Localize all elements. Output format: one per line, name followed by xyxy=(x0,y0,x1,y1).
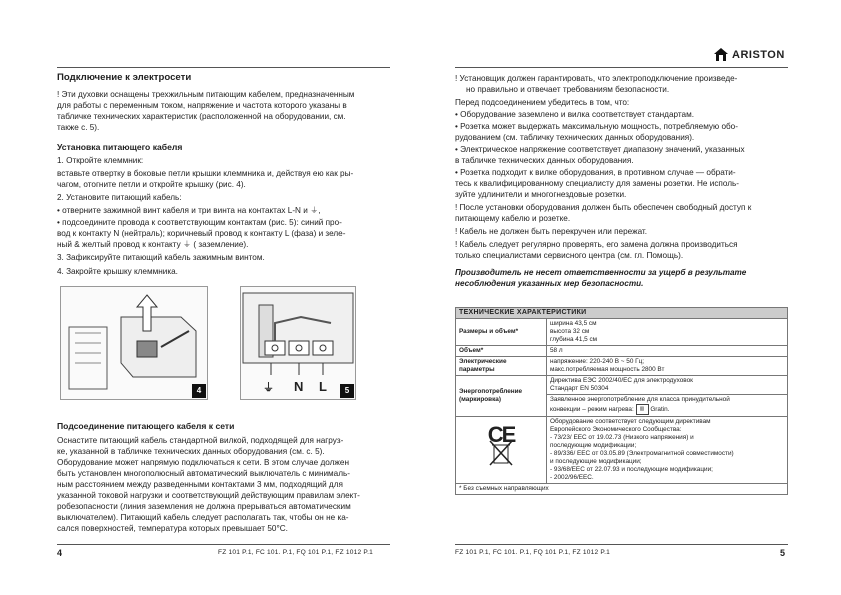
value-line: - 93/68/EEC от 22.07.93 и последующие модификации; xyxy=(550,466,713,473)
text-line: • Оборудование заземлено и вилка соответствует стандартам. xyxy=(455,110,695,119)
figure-4-drawing xyxy=(61,287,207,399)
connect-line: Оборудование может напрямую подключаться к сети. В этом случае должен xyxy=(57,458,349,467)
row-value xyxy=(547,357,788,376)
bottom-rule xyxy=(455,544,788,545)
value-line: - 73/23/ EEC от 19.02.73 (Низкого напряжения) и xyxy=(550,434,694,441)
value-text: Gratin. xyxy=(650,406,670,414)
value-line: - 89/336/ EEC от 03.05.89 (Электромагнитной совместимости) xyxy=(550,450,734,457)
text-line: • Электрическое напряжение соответствует диапазону значений, указанных xyxy=(455,145,745,154)
install-line: вставьте отвертку в боковые петли крышки клеммника и, действуя ею как ры- xyxy=(57,169,354,178)
connect-line: ке, указанной в табличке технических данных оборудования (см. с. 5). xyxy=(57,447,325,456)
row-label: Объем* xyxy=(456,346,547,357)
ce-weee-marks xyxy=(456,417,547,484)
text-line: ! Установщик должен гарантировать, что электроподключение произведе- xyxy=(455,74,738,83)
value-line: глубина 41,5 см xyxy=(550,336,598,343)
page-number: 4 xyxy=(57,548,63,558)
connect-line: сался поверхностей, температура которых превышает 50°C. xyxy=(57,524,288,533)
value-line: напряжение: 220-240 В ~ 50 Гц; xyxy=(550,358,645,365)
install-line: 4. Закройте крышку клеммника. xyxy=(57,267,178,276)
value-line: Европейского Экономического Сообщества: xyxy=(550,426,682,433)
gratin-icon: ▥ xyxy=(636,404,649,415)
spec-table-title: ТЕХНИЧЕСКИЕ ХАРАКТЕРИСТИКИ xyxy=(456,308,788,319)
text-line: зуйте удлинители и многогнездовые розетки. xyxy=(455,190,627,199)
connect-title: Подсоединение питающего кабеля к сети xyxy=(57,421,235,431)
row-value xyxy=(547,376,788,417)
figure-4-terminal-cover xyxy=(60,286,208,400)
table-row xyxy=(456,319,788,346)
right-page xyxy=(420,0,841,595)
text-line: ! После установки оборудования должен быть обеспечен свободный доступ к xyxy=(455,203,752,212)
value-line: и последующие модификации; xyxy=(550,458,642,465)
section-title: Подключение к электросети xyxy=(57,72,192,83)
connect-line: выключателем). Питающий кабель следует располагать так, чтобы он не ка- xyxy=(57,513,349,522)
text-line: только специалистами сервисного центра (см. гл. Помощь). xyxy=(455,251,684,260)
text-line: • Розетка подходит к вилке оборудования, в противном случае — обрати- xyxy=(455,168,736,177)
value-line xyxy=(547,394,787,415)
text-line: тесь к квалифицированному специалисту для замены розетки. Не исполь- xyxy=(455,179,740,188)
bottom-rule xyxy=(57,544,390,545)
left-page xyxy=(0,0,420,595)
row-value xyxy=(547,319,788,346)
text-line: в табличке технических данных оборудования. xyxy=(455,156,634,165)
house-icon xyxy=(714,48,728,61)
row-label: Энергопотребление (маркировка) xyxy=(456,376,547,417)
table-row xyxy=(456,357,788,376)
install-line: вод к контакту N (нейтраль); коричневый провод к контакту L (фаза) и зеле- xyxy=(57,229,346,238)
neutral-label: N xyxy=(294,379,304,394)
row-label: Размеры и объем* xyxy=(456,319,547,346)
row-label: Электрические параметры xyxy=(456,357,547,376)
figure-4-number: 4 xyxy=(192,384,206,398)
spec-table xyxy=(455,307,788,495)
value-line: - 2002/96/EEC. xyxy=(550,474,594,481)
ground-label: ⏚ xyxy=(263,382,274,394)
brand-name: ARISTON xyxy=(732,48,785,61)
value-text: конвекции – режим нагрева: xyxy=(550,406,634,414)
crossed-bin-icon xyxy=(488,439,514,467)
text-line: ! Кабель следует регулярно проверять, его замена должна производиться xyxy=(455,240,738,249)
table-note: * Без съемных направляющих xyxy=(456,484,788,495)
table-row xyxy=(456,376,788,417)
table-row xyxy=(456,417,788,484)
value-text: Заявленное энергопотребление для класса принудительной xyxy=(550,396,730,403)
text-line: но правильно и отвечает требованиям безопасности. xyxy=(466,85,670,94)
text-line: • Розетка может выдержать максимальную мощность, потребляемую обо- xyxy=(455,122,738,131)
install-line: чагом, отогните петли и откройте крышку (рис. 4). xyxy=(57,180,246,189)
brand-logo xyxy=(714,48,785,61)
figure-5-wiring xyxy=(240,286,356,400)
footer-models: FZ 101 P.1, FC 101. P.1, FQ 101 P.1, FZ 1012 P.1 xyxy=(218,549,373,556)
ce-mark: CE xyxy=(487,421,515,447)
install-line: ный & желтый провод к контакту ⏚ ( заземление). xyxy=(57,240,249,249)
value-line: последующие модификации; xyxy=(550,442,637,449)
row-value: 58 л xyxy=(547,346,788,357)
phase-label: L xyxy=(319,379,327,394)
warning-line: Производитель не несет ответственности за ущерб в результате xyxy=(455,268,747,277)
connect-line: робезопасности (линия заземления не должна прерываться автоматическим xyxy=(57,502,351,511)
figure-5-number: 5 xyxy=(340,384,354,398)
value-line: Директива ЕЭС 2002/40/ЕС для электродуховок xyxy=(550,377,693,384)
install-line: 2. Установите питающий кабель: xyxy=(57,193,182,202)
row-value xyxy=(547,417,788,484)
connect-line: быть установлен многополюсный автоматический выключатель с минималь- xyxy=(57,469,351,478)
intro-line-3: табличке технических характеристик (расположенной на оборудовании, см. xyxy=(57,112,346,121)
install-line: • подсоедините провода к соответствующим контактам (рис. 5): синий про- xyxy=(57,218,342,227)
value-line: макс.потребляемая мощность 2800 Вт xyxy=(550,366,665,373)
page-number: 5 xyxy=(780,548,786,558)
value-line: Оборудование соответствует следующим директивам xyxy=(550,418,711,425)
intro-line-2: для работы с переменным током, напряжение и частота которого указаны в xyxy=(57,101,347,110)
value-line: Стандарт EN 50304 xyxy=(550,385,609,392)
text-line: рудованием (см. табличку технических данных оборудования). xyxy=(455,133,695,142)
install-title: Установка питающего кабеля xyxy=(57,142,183,152)
top-rule xyxy=(57,67,390,68)
footer-models: FZ 101 P.1, FC 101. P.1, FQ 101 P.1, FZ 1012 P.1 xyxy=(455,549,610,556)
install-line: • отверните зажимной винт кабеля и три винта на контактах L-N и ⏚, xyxy=(57,206,321,215)
connect-line: Оснастите питающий кабель стандартной вилкой, подходящей для нагруз- xyxy=(57,436,344,445)
text-line: питающему кабелю и розетке. xyxy=(455,214,571,223)
text-line: ! Кабель не должен быть перекручен или пережат. xyxy=(455,227,648,236)
top-rule xyxy=(455,67,788,68)
install-line: 1. Откройте клеммник: xyxy=(57,156,144,165)
table-row xyxy=(456,346,788,357)
intro-line-1: ! Эти духовки оснащены трехжильным питающим кабелем, предназначенным xyxy=(57,90,355,99)
intro-line-4: также с. 5). xyxy=(57,123,100,132)
connect-line: указанной токовой нагрузки и соответствующий действующим правилам элект- xyxy=(57,491,360,500)
value-line: высота 32 см xyxy=(550,328,590,335)
value-line: ширина 43,5 см xyxy=(550,320,597,327)
install-line: 3. Зафиксируйте питающий кабель зажимным винтом. xyxy=(57,253,265,262)
text-line: Перед подсоединением убедитесь в том, что: xyxy=(455,98,630,107)
warning-line: несоблюдения указанных мер безопасности. xyxy=(455,279,644,288)
connect-line: ным расстоянием между разведенными контактами 3 мм, подходящий для xyxy=(57,480,343,489)
